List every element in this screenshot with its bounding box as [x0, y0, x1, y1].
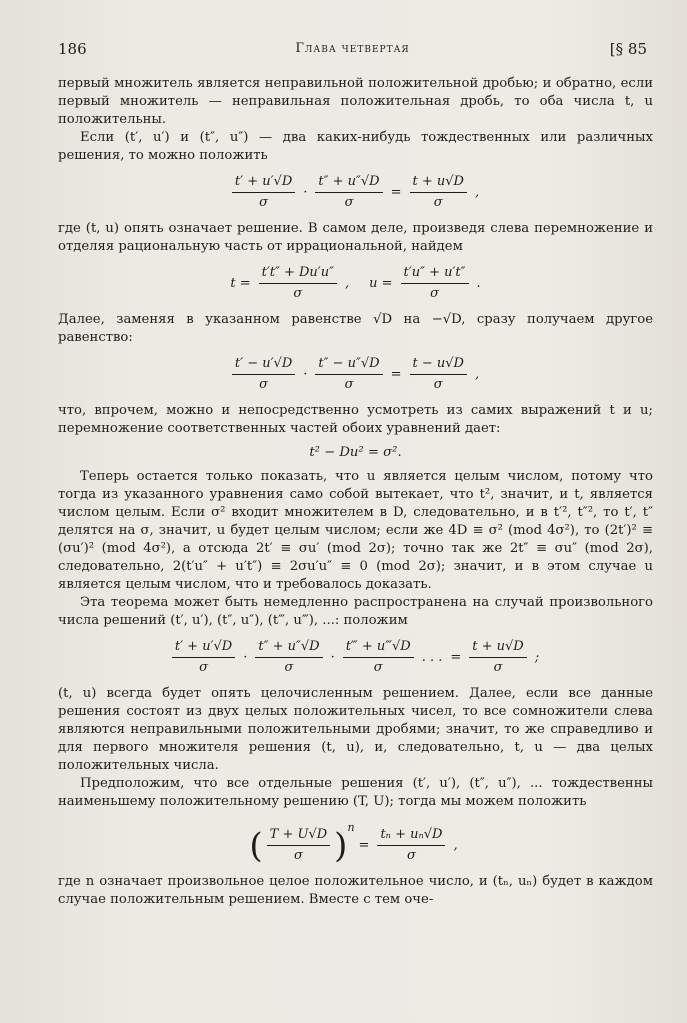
formula-ellipsis: . . .: [421, 649, 443, 665]
paragraph-1: первый множитель является неправильной положительной дробью; и обратно, если первый множитель — неправильная положительная дробь, то оба числа t, u положительны.: [58, 76, 653, 127]
formula-t-u: [58, 264, 653, 303]
formula-denominator: σ: [407, 848, 416, 863]
formula-paren: ): [334, 825, 348, 866]
formula-denominator: σ: [259, 377, 269, 392]
paragraph-2: Если (t′, u′) и (t″, u″) — два каких-нибудь тождественных или различных решения, то можно положить: [58, 130, 653, 163]
formula-denominator: σ: [293, 286, 303, 301]
formula-numerator: t + u√D: [469, 638, 526, 658]
formula-numerator: t″ + u″√D: [315, 173, 382, 193]
formula-numerator: t′ − u′√D: [232, 355, 295, 375]
formula-punctuation: .: [476, 275, 481, 291]
formula-numerator: t′u″ + u′t″: [401, 264, 469, 284]
formula-numerator: tₙ + uₙ√D: [377, 826, 445, 846]
formula-denominator: σ: [433, 195, 443, 210]
paragraph-9: Предположим, что все отдельные решения (t′, u′), (t″, u″), ... тождественны наименьшему положительному решению (T, U); тогда мы можем положить: [58, 776, 653, 809]
formula-numerator: t′t″ + Du′u″: [259, 264, 337, 284]
paragraph-5: что, впрочем, можно и непосредственно усмотреть из самих выражений t и u; перемножение соответственных частей обоих уравнений дает:: [58, 403, 653, 436]
formula-denominator: σ: [259, 195, 269, 210]
formula-power: [58, 819, 653, 865]
paragraph-10: где n означает произвольное целое положительное число, и (tₙ, uₙ) будет в каждом случае положительным решением. Вместе с тем оче-: [58, 874, 653, 907]
formula-numerator: T + U√D: [267, 826, 331, 846]
page-number: 186: [58, 40, 87, 58]
formula-multi-product: [58, 638, 653, 677]
paragraph-6: Теперь остается только показать, что u является целым числом, потому что тогда из указанного уравнения само собой вытекает, что t², значит, и t, является числом целым. Если σ² входит множителем в D, следовательно, и в t′², t″², то t′, t″ делятся на σ, значит, u будет целым числом; если же 4D ≡ σ² (mod 4σ²), то (2t′)² ≡ (σu′)² (mod 4σ²), а отсюда 2t′ ≡ σu′ (mod 2σ); точно так же 2t″ ≡ σu″ (mod 2σ), следовательно, 2(t′u″ + u′t″) ≡ 2σu′u″ ≡ 0 (mod 2σ); значит, и в этом случае u является целым числом, что и требовалось доказать.: [58, 469, 653, 592]
formula-punctuation: ;: [534, 649, 540, 665]
formula-conjugate: [58, 355, 653, 394]
formula-numerator: t″ − u″√D: [315, 355, 382, 375]
formula-denominator: σ: [344, 377, 354, 392]
formula-denominator: σ: [284, 660, 294, 675]
formula-numerator: t′ + u′√D: [172, 638, 235, 658]
chapter-title: Глава четвертая: [295, 41, 410, 56]
formula-pell: t² − Du² = σ².: [309, 445, 402, 460]
formula-operator: ·: [303, 184, 308, 200]
formula-denominator: σ: [493, 660, 503, 675]
formula-lhs: u =: [369, 275, 393, 291]
formula-numerator: t″ + u″√D: [255, 638, 322, 658]
formula-numerator: t + u√D: [410, 173, 467, 193]
formula-denominator: σ: [293, 848, 303, 863]
formula-punctuation: ,: [453, 837, 458, 853]
formula-denominator: σ: [373, 660, 383, 675]
formula-punctuation: ,: [474, 184, 480, 200]
formula-operator: ·: [243, 649, 248, 665]
formula-punctuation: ,: [344, 275, 350, 291]
formula-numerator: t − u√D: [410, 355, 467, 375]
formula-operator: =: [390, 366, 402, 382]
formula-lhs: t =: [230, 275, 251, 291]
formula-denominator: σ: [430, 286, 439, 301]
formula-denominator: σ: [344, 195, 354, 210]
section-marker: [§ 85: [609, 40, 647, 58]
formula-product: [58, 173, 653, 212]
formula-operator: =: [450, 649, 462, 665]
formula-paren: (: [249, 825, 263, 866]
page-body: [58, 75, 653, 909]
paragraph-7: Эта теорема может быть немедленно распространена на случай произвольного числа решений (t′, u′), (t″, u″), (t‴, u‴), ...: положим: [58, 595, 653, 628]
paragraph-3: где (t, u) опять означает решение. В самом деле, произведя слева перемножение и отделяя рациональную часть от иррациональной, найдем: [58, 221, 653, 254]
running-header: [58, 40, 647, 62]
formula-punctuation: ,: [474, 366, 480, 382]
paragraph-8: (t, u) всегда будет опять целочисленным решением. Далее, если все данные решения состоят из двух целых положительных чисел, то все сомножители слева являются неправильными положительными дробями; значит, то же справедливо и для первого множителя решения (t, u), и, следовательно, t, u — два целых положительных числа.: [58, 686, 653, 773]
formula-numerator: t′ + u′√D: [232, 173, 295, 193]
formula-denominator: σ: [199, 660, 208, 675]
formula-denominator: σ: [433, 377, 443, 392]
formula-numerator: t‴ + u‴√D: [343, 638, 414, 658]
formula-operator: =: [358, 837, 370, 853]
formula-operator: ·: [303, 366, 308, 382]
paragraph-4: Далее, заменяя в указанном равенстве √D на −√D, сразу получаем другое равенство:: [58, 312, 653, 345]
formula-operator: =: [390, 184, 402, 200]
formula-operator: ·: [330, 649, 335, 665]
formula-exponent: n: [347, 821, 355, 834]
